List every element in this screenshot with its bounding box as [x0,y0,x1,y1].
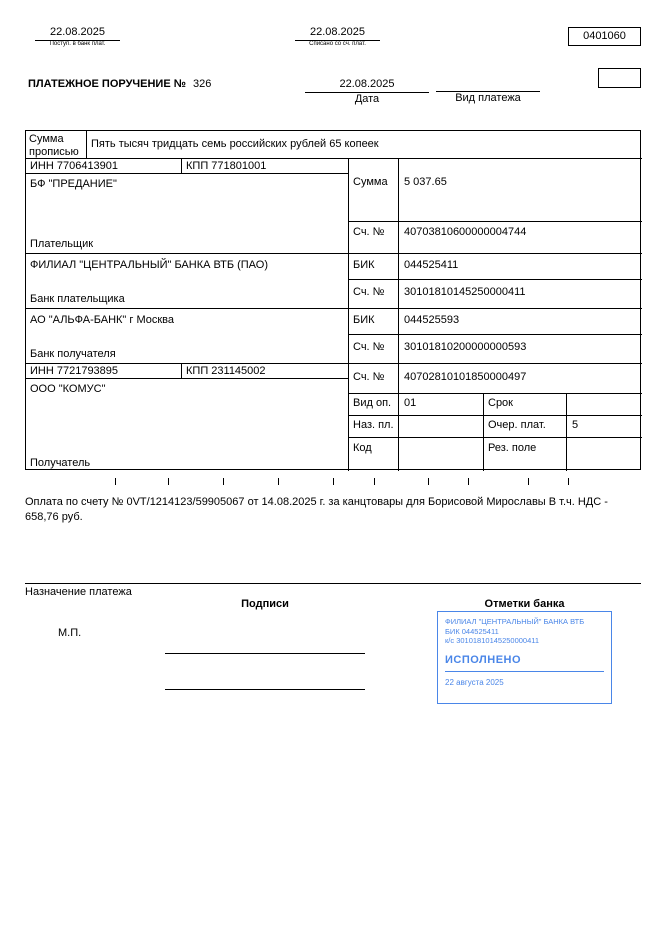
form-code-box: 0401060 [568,27,641,46]
payee-account-label: Сч. № [353,371,385,383]
payee-bank-label: Банк получателя [30,348,116,360]
sum-value: 5 037.65 [404,176,447,188]
grid-line [26,158,642,159]
tick-mark [568,478,569,485]
priority-label: Очер. плат. [488,419,546,431]
grid-line [26,308,642,309]
operation-type-value: 01 [404,397,417,409]
grid-line [181,158,182,173]
amount-words-label: Сумма прописью [29,133,79,158]
payee-bank-bik-label: БИК [353,314,375,326]
grid-line [348,334,642,335]
payee-bank-name: АО "АЛЬФА-БАНК" г Москва [30,314,174,326]
stamp-corr-account: к/с 30101810145250000411 [445,636,540,645]
operation-type-label: Вид оп. [353,397,392,409]
payer-bank-name: ФИЛИАЛ "ЦЕНТРАЛЬНЫЙ" БАНКА ВТБ (ПАО) [30,259,268,271]
debited-date-label: Списано со сч. плат. [309,41,366,47]
document-title [28,78,211,91]
payment-kind-label: Вид платежа [455,92,521,104]
purpose-divider-line [25,583,641,584]
payee-bank-account-label: Сч. № [353,341,385,353]
grid-line [348,437,642,438]
received-date-block [35,26,120,48]
payment-purpose-code-label: Наз. пл. [353,419,394,431]
signature-line-1 [165,653,365,654]
payer-bank-bik: 044525411 [404,259,459,271]
debited-date-block [295,26,380,48]
payee-bank-bik: 044525593 [404,314,460,326]
payer-account: 40703810600000004744 [404,226,527,238]
received-date: 22.08.2025 [35,26,120,41]
term-label: Срок [488,397,513,409]
sum-label: Сумма [353,176,388,188]
grid-line [86,131,87,158]
payer-label: Плательщик [30,238,94,250]
grid-line [348,393,642,394]
grid-line [26,363,642,364]
document-title-text: ПЛАТЕЖНОЕ ПОРУЧЕНИЕ № [28,78,186,90]
payment-kind-block [436,78,540,105]
grid-line [26,173,348,174]
tick-mark [374,478,375,485]
payment-purpose-label: Назначение платежа [25,586,132,598]
stamp-bank-name: ФИЛИАЛ "ЦЕНТРАЛЬНЫЙ" БАНКА ВТБ [445,617,585,626]
payment-kind-line [436,78,540,92]
document-number: 326 [193,78,212,90]
payee-label: Получатель [30,457,91,469]
tick-mark [115,478,116,485]
payer-bank-account-label: Сч. № [353,286,385,298]
grid-line [348,221,642,222]
header-date-block [305,78,429,106]
grid-line [566,393,567,471]
grid-line [348,158,349,471]
payer-account-label: Сч. № [353,226,385,238]
bank-stamp [437,611,612,704]
grid-line [26,378,348,379]
header-date-label: Дата [354,93,380,105]
grid-line [26,253,642,254]
payee-account: 40702810101850000497 [404,371,527,383]
signatures-label: Подписи [241,598,289,610]
tick-mark [278,478,279,485]
payee-kpp: КПП 231145002 [186,365,266,377]
status-code-box [598,68,641,88]
grid-line [483,393,484,471]
received-date-label: Поступ. в банк плат. [49,41,106,47]
tick-mark [528,478,529,485]
tick-mark [168,478,169,485]
signature-line-2 [165,689,365,690]
grid-line [181,363,182,378]
stamp-date: 22 августа 2025 [445,677,504,687]
payee-bank-account: 30101810200000000593 [404,341,527,353]
tick-mark [428,478,429,485]
payer-inn: ИНН 7706413901 [30,160,119,172]
amount-words-text: Пять тысяч тридцать семь российских рублей 65 копеек [91,138,379,150]
reserve-field-label: Рез. поле [488,442,537,454]
payer-bank-bik-label: БИК [353,259,375,271]
payee-inn: ИНН 7721793895 [30,365,119,377]
header-date: 22.08.2025 [305,78,429,93]
stamp-divider [445,671,604,672]
priority-value: 5 [572,419,579,431]
payer-bank-label: Банк плательщика [30,293,125,305]
code-label: Код [353,442,372,454]
tick-mark [223,478,224,485]
payment-purpose-text: Оплата по счету № 0VT/1214123/59905067 от 14.08.2025 г. за канцтовары для Борисовой Мирославы В т.ч. НДС - 658,76 руб. [25,496,608,523]
payer-bank-account: 30101810145250000411 [404,286,526,298]
tick-mark [468,478,469,485]
stamp-place-label: М.П. [58,627,82,639]
bank-marks-label: Отметки банка [484,598,565,610]
grid-line [348,279,642,280]
payee-name: ООО "КОМУС" [30,383,106,395]
stamp-status: ИСПОЛНЕНО [445,653,522,666]
stamp-bik: БИК 044525411 [445,626,499,636]
payer-name: БФ "ПРЕДАНИЕ" [30,178,117,190]
grid-line [398,158,399,471]
debited-date: 22.08.2025 [295,26,380,41]
payer-kpp: КПП 771801001 [186,160,267,172]
grid-line [348,415,642,416]
tick-mark [333,478,334,485]
payment-order-table [25,130,641,470]
